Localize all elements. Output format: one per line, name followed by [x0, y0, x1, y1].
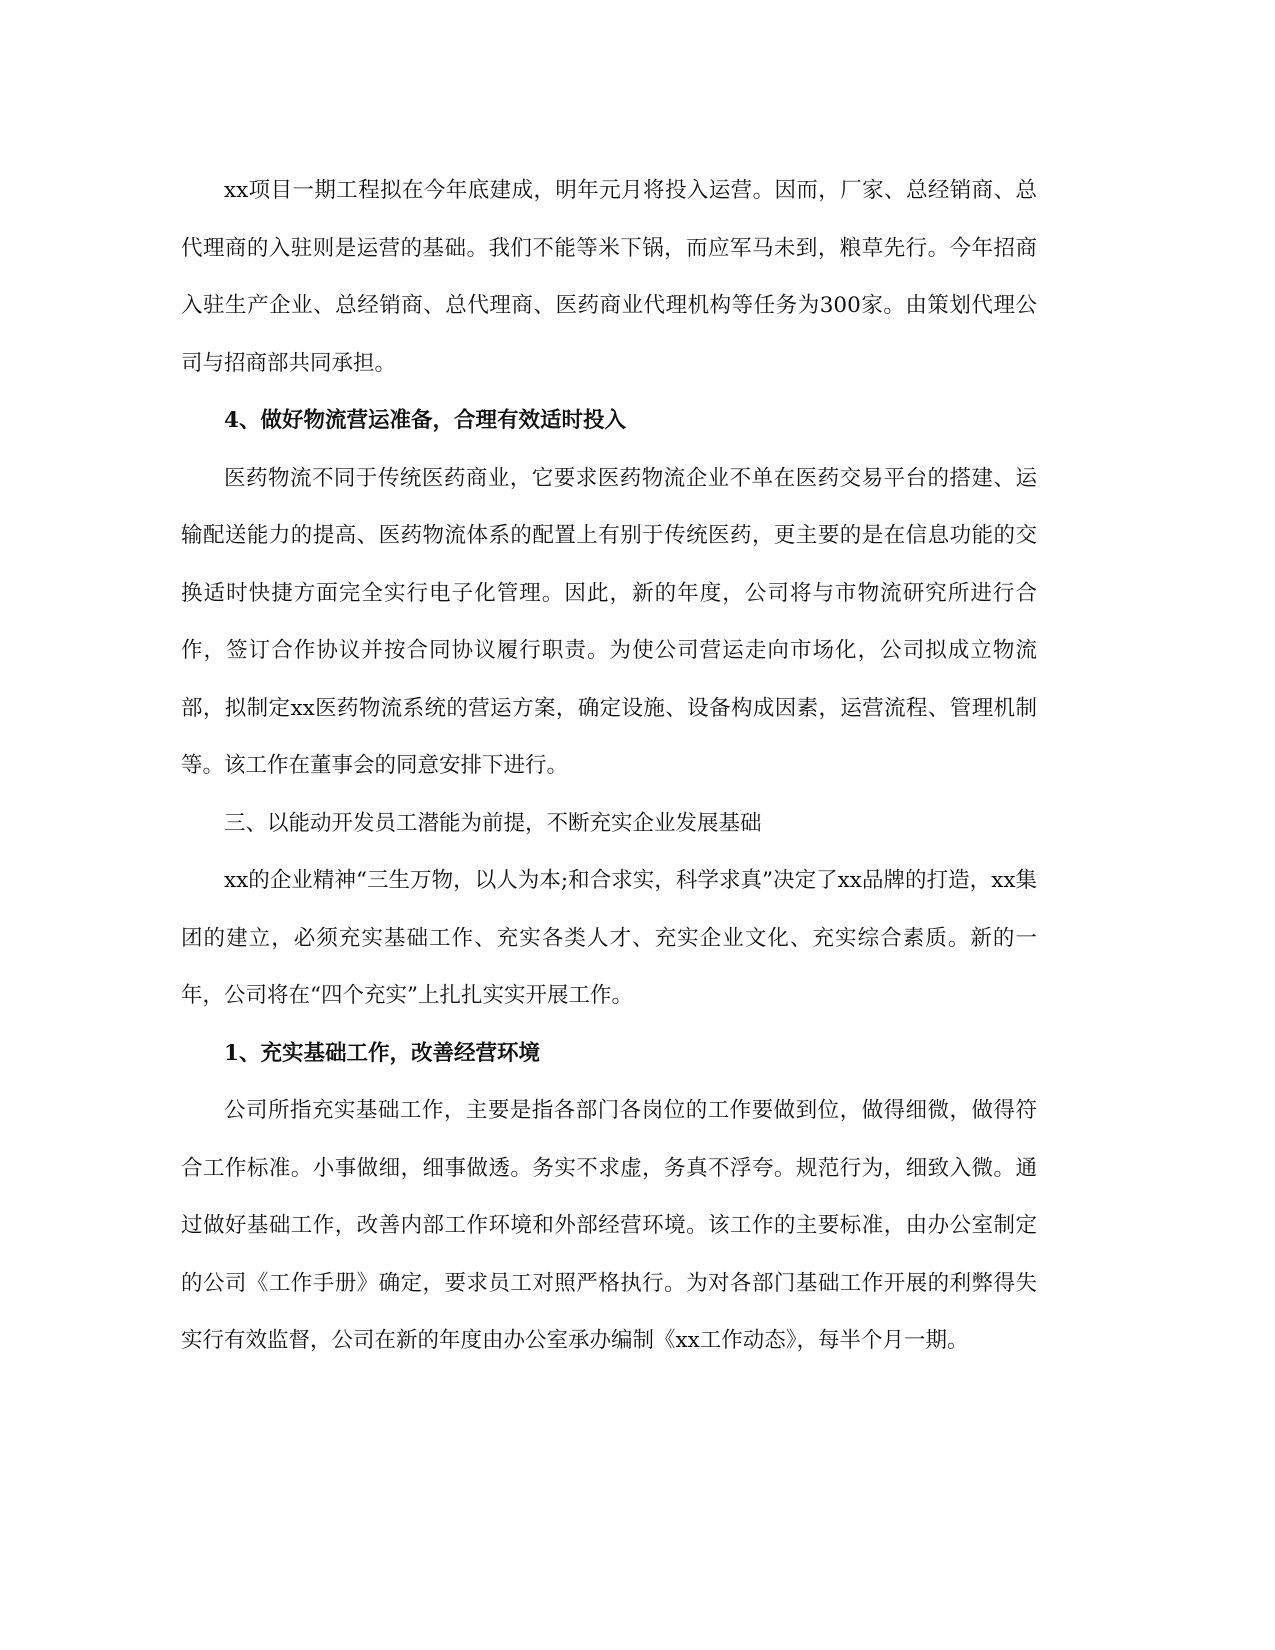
section-heading-basic-work: 1、充实基础工作，改善经营环境: [224, 1040, 540, 1066]
paragraph-project-phase-one: xx项目一期工程拟在今年底建成，明年元月将投入运营。因而，厂家、总经销商、总代理商的入驻则是运营的基础。我们不能等米下锅，而应军马未到，粮草先行。今年招商入驻生产企业、总经销商、总代理商、医药商业代理机构等任务为300家。由策划代理公司与招商部共同承担。: [181, 178, 1037, 376]
paragraph-enterprise-spirit: xx的企业精神“三生万物，以人为本;和合求实，科学求真”决定了xx品牌的打造，xx集团的建立，必须充实基础工作、充实各类人才、充实企业文化、充实综合素质。新的一年，公司将在“四个充实”上扎扎实实开展工作。: [181, 868, 1037, 1008]
paragraph-logistics: 医药物流不同于传统医药商业，它要求医药物流企业不单在医药交易平台的搭建、运输配送能力的提高、医药物流体系的配置上有别于传统医药，更主要的是在信息功能的交换适时快捷方面完全实行电子化管理。因此，新的年度，公司将与市物流研究所进行合作，签订合作协议并按合同协议履行职责。为使公司营运走向市场化，公司拟成立物流部，拟制定xx医药物流系统的营运方案，确定设施、设备构成因素，运营流程、管理机制等。该工作在董事会的同意安排下进行。: [181, 465, 1037, 778]
section-heading-logistics: 4、做好物流营运准备，合理有效适时投入: [224, 408, 626, 433]
section-heading-staff-potential: 三、以能动开发员工潜能为前提，不断充实企业发展基础: [224, 810, 762, 836]
paragraph-basic-work: 公司所指充实基础工作，主要是指各部门各岗位的工作要做到位，做得细微，做得符合工作标准。小事做细，细事做透。务实不求虚，务真不浮夸。规范行为，细致入微。通过做好基础工作，改善内部工作环境和外部经营环境。该工作的主要标准，由办公室制定的公司《工作手册》确定，要求员工对照严格执行。为对各部门基础工作开展的利弊得失实行有效监督，公司在新的年度由办公室承办编制《xx工作动态》，每半个月一期。: [181, 1098, 1037, 1353]
document-body: [181, 162, 1037, 1370]
